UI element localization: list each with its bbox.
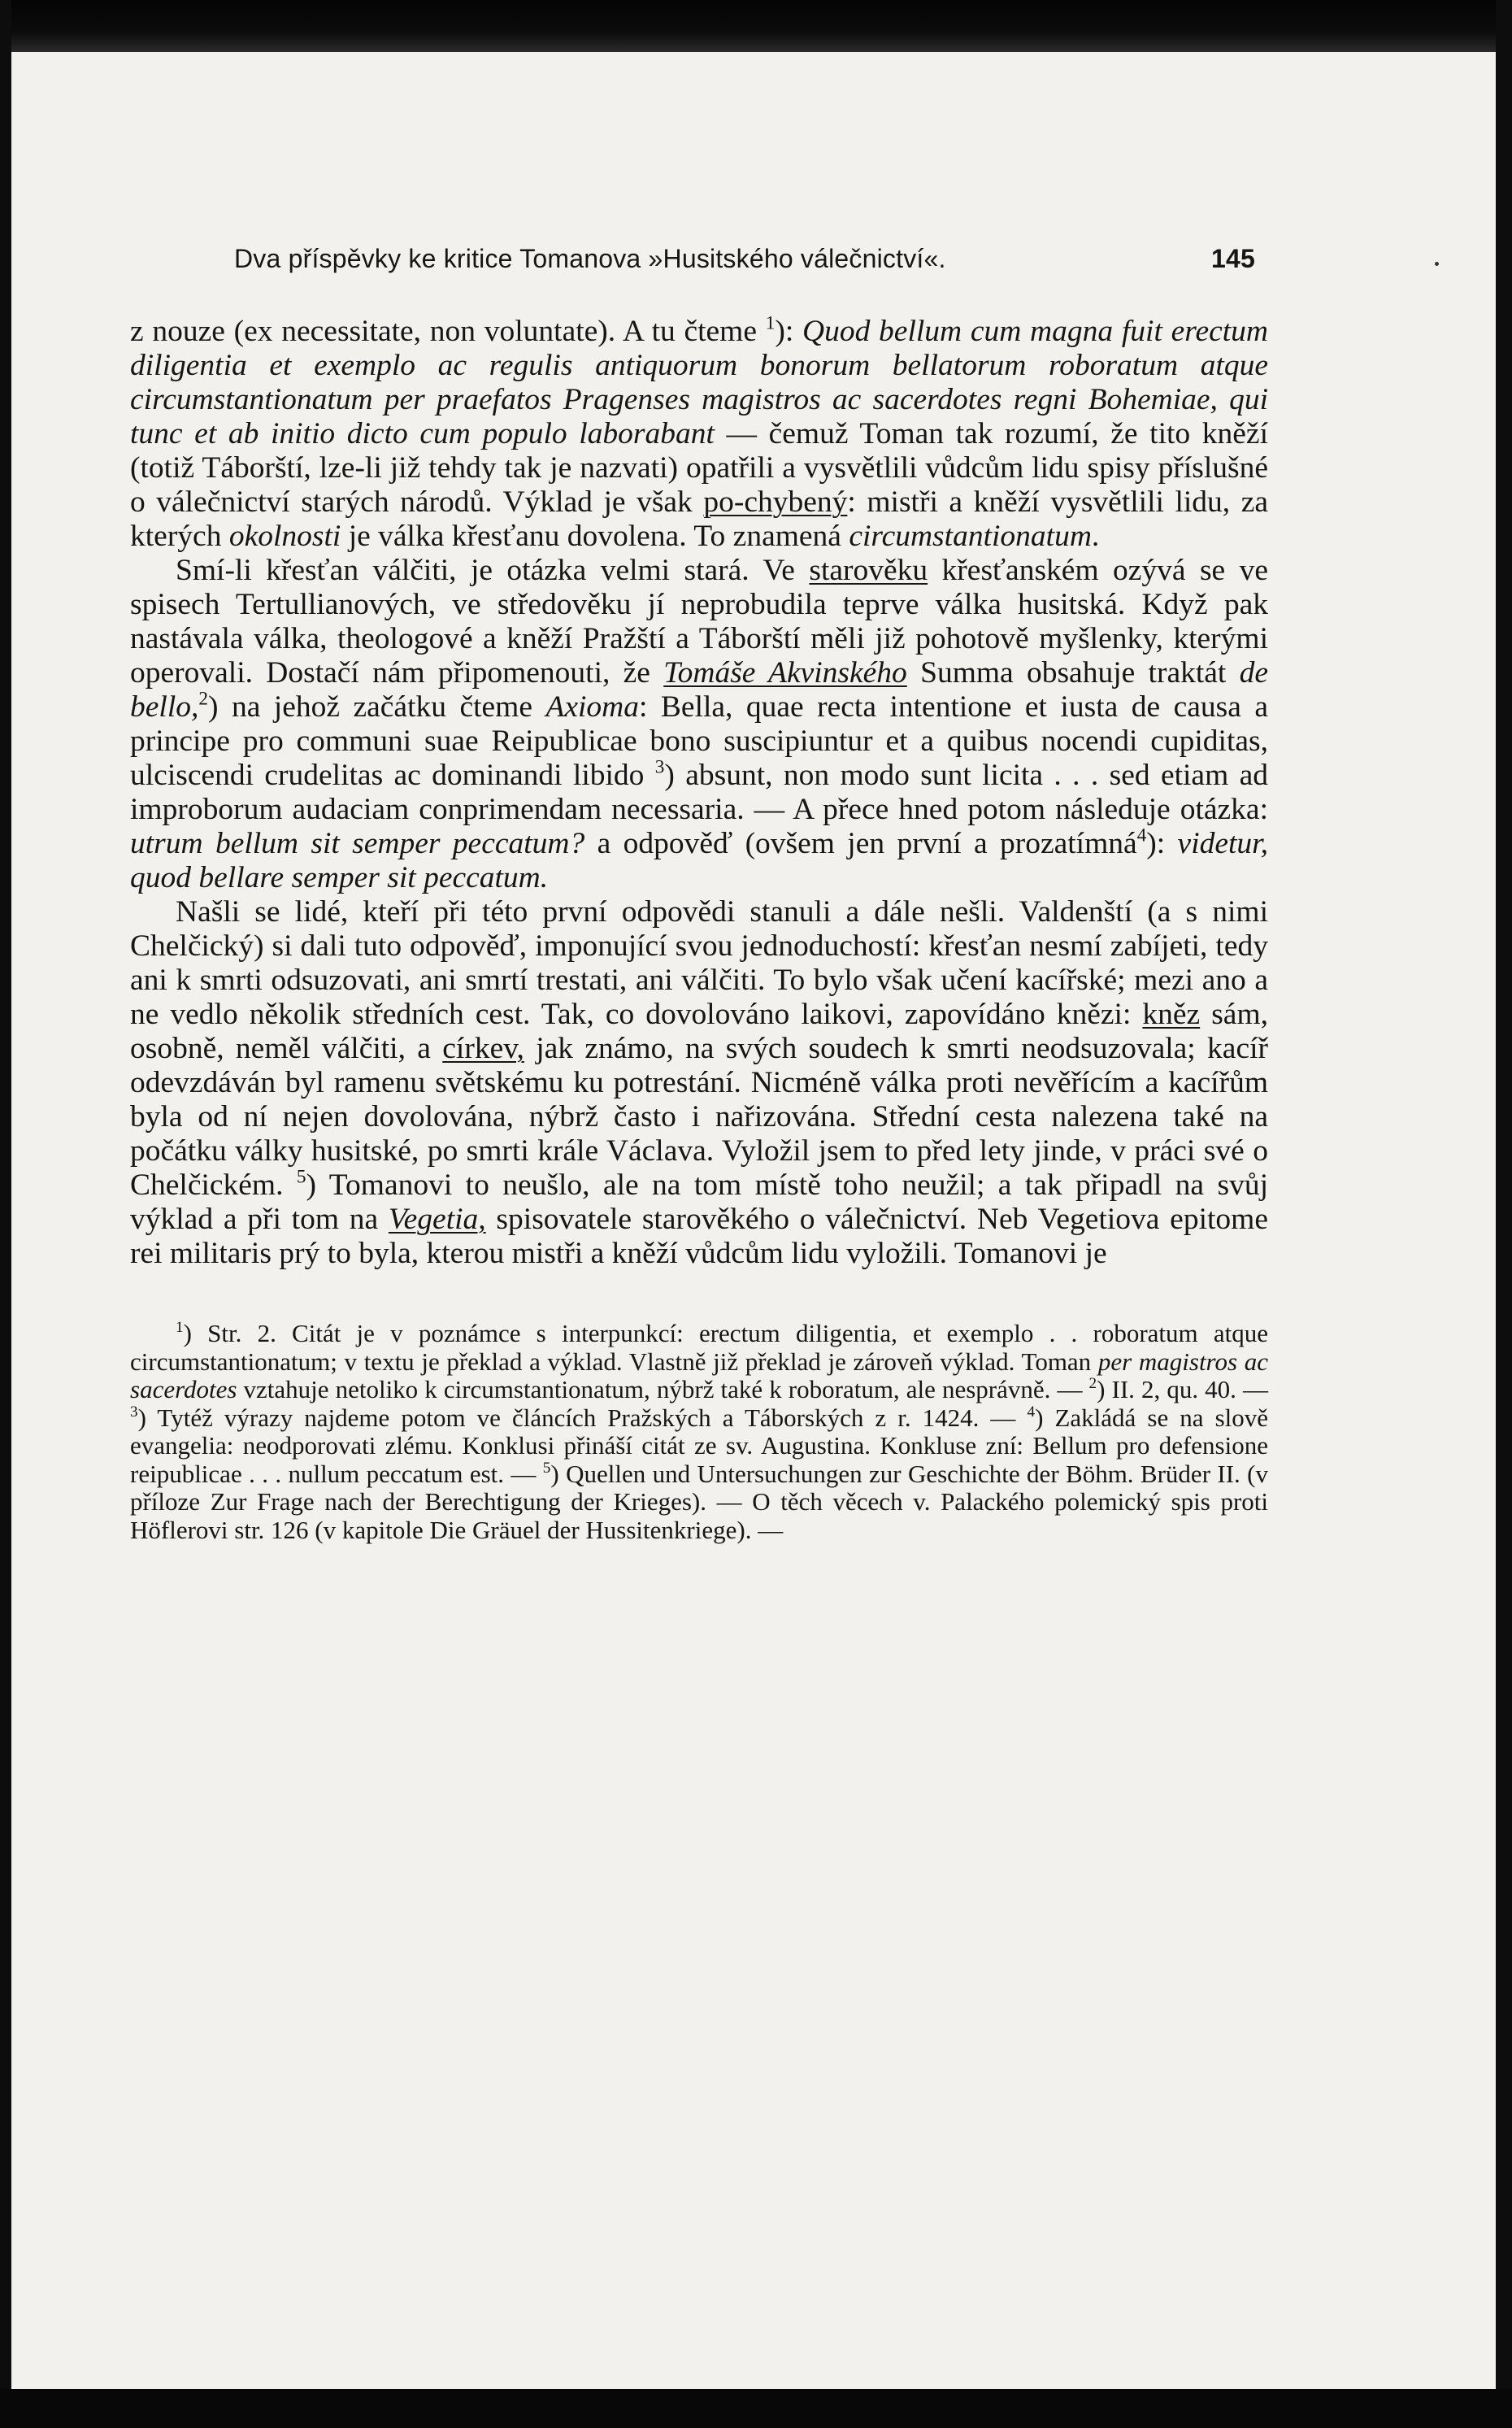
paragraph-1: [130, 312, 1268, 554]
text-span: ):: [775, 315, 802, 348]
scan-speck: [1435, 262, 1439, 266]
underlined-word: církev,: [442, 1032, 524, 1065]
text-span: je válka křesťanu dovolena. To znamená: [341, 520, 849, 553]
underlined-word: kněz: [1142, 998, 1201, 1031]
text-span: : mistři a kněží vysvětlili lidu, za kterých: [130, 485, 1268, 553]
scan-border-top: [0, 0, 1512, 52]
text-span: ) absunt, non modo sunt licita . . . sed etiam ad improborum audaciam conprimendam necessaria. — A přece hned potom následuje otázka:: [130, 759, 1268, 826]
scan-border-left: [0, 0, 11, 2428]
text-span: ) na jehož začátku čteme: [207, 690, 546, 724]
text-span: : Bella, quae recta intentione et iusta de causa a principe pro communi suae Reipublicae bono suscipiuntur et a quibus nocendi cupiditas, ulciscendi crudelitas ac dominandi libido: [130, 690, 1268, 792]
footnote-ref: 2: [198, 688, 208, 710]
paragraph-2: [130, 554, 1268, 895]
text-span: spisovatele starověkého o válečnictví. Neb Vegetiova epitome rei militaris prý to byla, kterou mistři a kněží vůdcům lidu vyložili. Tomanovi je: [130, 1203, 1268, 1270]
footnote-number: 2: [1088, 1375, 1097, 1393]
italic-phrase: per magistros ac sacerdotes: [130, 1347, 1268, 1403]
text-span: ) Tytéž výrazy najdeme potom ve článcích Pražských a Táborských z r. 1424. —: [137, 1403, 1028, 1432]
underlined-word: po-chybený: [703, 485, 848, 519]
footnote-number: 3: [130, 1403, 138, 1421]
text-span: ) Str. 2. Citát je v poznámce s interpunkcí: erectum diligentia, et exemplo . . roboratum atque circumstantionatum; v textu je překlad a výklad. Vlastně již překlad je zároveň výklad. Toman: [130, 1319, 1268, 1376]
footnote-block: [130, 1320, 1268, 1544]
footnote-ref: 4: [1136, 825, 1147, 846]
text-span: ) Zakládá se na slově evangelia: neodporovati zlému. Konklusi přináší citát ze sv. Augustina. Konkluse zní: Bellum pro defensione reipublicae . . . nullum peccatum est. —: [130, 1403, 1269, 1488]
running-head: [132, 244, 1268, 274]
italic-word: circumstantionatum: [849, 520, 1092, 553]
latin-question: utrum bellum sit semper peccatum?: [130, 827, 585, 860]
footnotes: [130, 1320, 1268, 1544]
footnote-ref: 3: [654, 756, 665, 778]
text-span: Summa obsahuje traktát: [906, 656, 1240, 690]
running-title: Dva příspěvky ke kritice Tomanova »Husitského válečnictví«.: [234, 244, 946, 273]
text-span: .: [1091, 520, 1100, 553]
text-span: ) II. 2, qu. 40. —: [1097, 1375, 1268, 1403]
italic-word: de bello,: [130, 656, 1269, 724]
text-span: ):: [1146, 827, 1178, 860]
scan-border-bottom: [0, 2389, 1512, 2428]
text-span: — čemuž Toman tak rozumí, že tito kněží (totiž Táborští, lze-li již tehdy tak je nazvati) opatřili a vysvětlili vůdcům lidu spisy příslušné o válečnictví starých národů. Výklad je však: [130, 417, 1268, 519]
footnote-ref: 5: [296, 1166, 306, 1188]
footnote-number: 5: [542, 1459, 551, 1477]
footnote-number: 1: [176, 1319, 184, 1337]
text-span: ) Tomanovi to neušlo, ale na tom místě toho neužil; a tak připadl na svůj výklad a při tom na: [130, 1168, 1268, 1236]
latin-quote: Quod bellum cum magna fuit erectum diligentia et exemplo ac regulis antiquorum bonorum bellatorum roboratum atque circumstantionatum per praefatos Pragenses magistros ac sacerdotes regni Bohemiae, qui tunc et ab initio dicto cum populo laborabant: [130, 315, 1268, 450]
text-span: sám, osobně, neměl válčiti, a: [130, 998, 1268, 1065]
scan-border-right: [1496, 0, 1512, 2428]
footnote-number: 4: [1027, 1403, 1036, 1421]
italic-name: Tomáše Akvinského: [663, 656, 907, 690]
italic-word: okolnosti: [228, 520, 341, 553]
text-span: z nouze (ex necessitate, non voluntate). A tu čteme: [130, 315, 766, 348]
text-span: a odpověď (ovšem jen první a prozatímná: [584, 827, 1137, 860]
text-span: vztahuje netoliko k circumstantionatum, nýbrž také k roboratum, ale nesprávně. —: [237, 1375, 1089, 1403]
italic-word: Axioma: [545, 690, 640, 724]
body-text: [130, 312, 1269, 1271]
latin-answer: videtur, quod bellare semper sit peccatum.: [130, 827, 1268, 894]
italic-name: Vegetia,: [388, 1203, 486, 1236]
text-span: ) Quellen und Untersuchungen zur Geschichte der Böhm. Brüder II. (v příloze Zur Frage nach der Berechtigung der Krieges). — O těch věcech v. Palackého polemický spis proti Höflerovi str. 126 (v kapitole Die Gräuel der Hussitenkriege). —: [130, 1459, 1268, 1544]
text-span: jak známo, na svých soudech k smrti neodsuzovala; kacíř odevzdáván byl ramenu světskému ku potrestání. Nicméně válka proti nevěřícím a kacířům byla od ní nejen dovolována, nýbrž často i nařizována. Střední cesta nalezena také na počátku války husitské, po smrti krále Václava. Vyložil jsem to před lety jinde, v práci své o Chelčickém.: [130, 1032, 1268, 1202]
book-page: [130, 244, 1268, 1544]
text-span: Našli se lidé, kteří při této první odpovědi stanuli a dále nešli. Valdenští (a s nimi Chelčický) si dali tuto odpověď, imponující svou jednoduchostí: křesťan nesmí zabíjeti, tedy ani k smrti odsuzovati, ani smrtí trestati, ani válčiti. To bylo však učení kacířské; mezi ano a ne vedlo několik středních cest. Tak, co dovolováno laikovi, zapovídáno knězi:: [130, 895, 1268, 1031]
text-span: Smí-li křesťan válčiti, je otázka velmi stará. Ve: [176, 554, 810, 587]
page-number: 145: [1211, 244, 1255, 273]
text-span: křesťanském ozývá se ve spisech Tertullianových, ve středověku jí neprobudila teprve válka husitská. Když pak nastávala válka, theologové a kněží Pražští a Táborští měli již pohotově myšlenky, kterými operovali. Dostačí nám připomenouti, že: [130, 554, 1268, 690]
paragraph-3: [130, 895, 1268, 1271]
underlined-word: starověku: [809, 554, 928, 587]
footnote-ref: 1: [765, 312, 776, 334]
